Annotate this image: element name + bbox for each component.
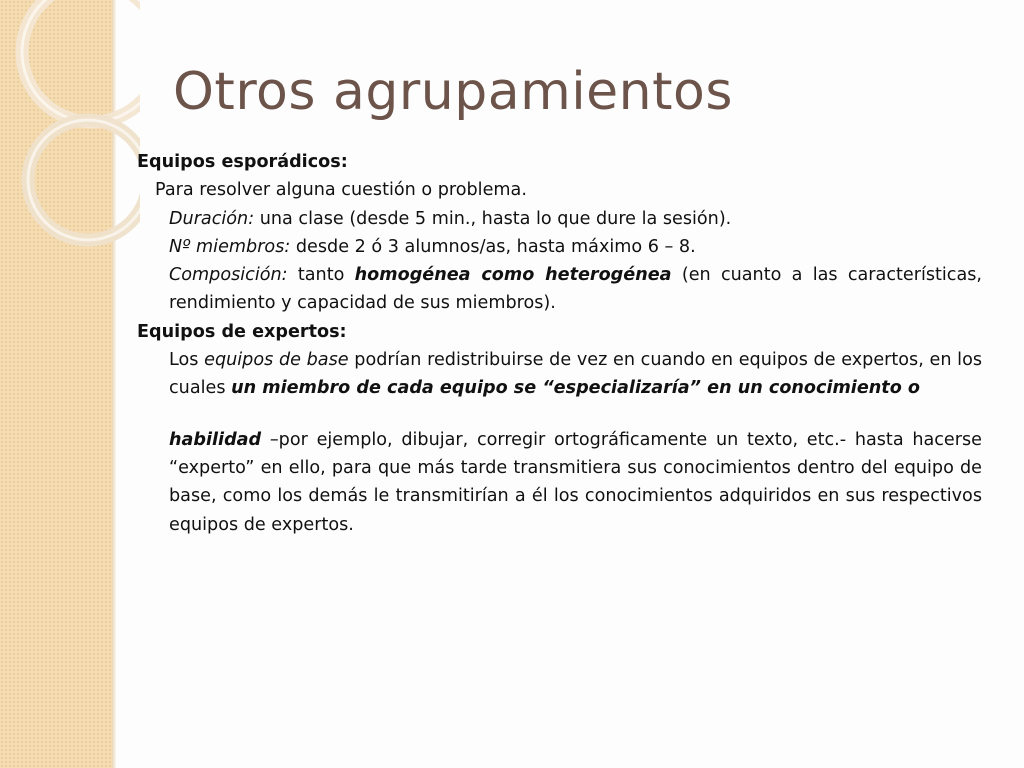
experts-p2-bold: habilidad <box>169 429 262 450</box>
slide-title: Otros agrupamientos <box>173 62 733 122</box>
members-label: Nº miembros: <box>169 236 291 257</box>
experts-p1-italic: equipos de base <box>204 350 349 371</box>
experts-paragraph-1 <box>137 346 982 403</box>
experts-p1-b: podrían redistribuirse de vez en cuando en equipos de expertos, en los cuales <box>169 350 983 399</box>
sporadic-duration <box>137 205 982 233</box>
sporadic-composition <box>137 261 982 318</box>
composition-pre: tanto <box>287 265 355 286</box>
experts-p1-bold: un miembro de cada equipo se “especializaría” en un conocimiento o <box>231 378 921 399</box>
sporadic-members <box>137 233 982 261</box>
members-text: desde 2 ó 3 alumnos/as, hasta máximo 6 – 8. <box>290 236 696 257</box>
ring-ornament-icon <box>0 0 140 260</box>
composition-post: (en cuanto a las características, rendimiento y capacidad de sus miembros). <box>169 265 982 314</box>
duration-text: una clase (desde 5 min., hasta lo que dure la sesión). <box>254 208 732 229</box>
experts-paragraph-2 <box>137 426 982 539</box>
sporadic-purpose: Para resolver alguna cuestión o problema. <box>155 180 527 201</box>
experts-p2-text: –por ejemplo, dibujar, corregir ortográficamente un texto, etc.- hasta hacerse “experto” en ello, para que más tarde transmitiera sus conocimientos dentro del equipo de base, como los demás le transmitirían a él los conocimientos adquiridos en sus respectivos equipos de expertos. <box>169 429 982 535</box>
slide-content <box>137 148 982 539</box>
composition-bold: homogénea como heterogénea <box>354 265 672 286</box>
composition-label: Composición: <box>169 265 288 286</box>
duration-label: Duración: <box>169 208 255 229</box>
experts-p1-a: Los <box>169 350 205 371</box>
paragraph-gap <box>137 403 982 426</box>
heading-expert-teams: Equipos de expertos: <box>137 321 347 342</box>
heading-sporadic-teams: Equipos esporádicos: <box>137 152 348 172</box>
